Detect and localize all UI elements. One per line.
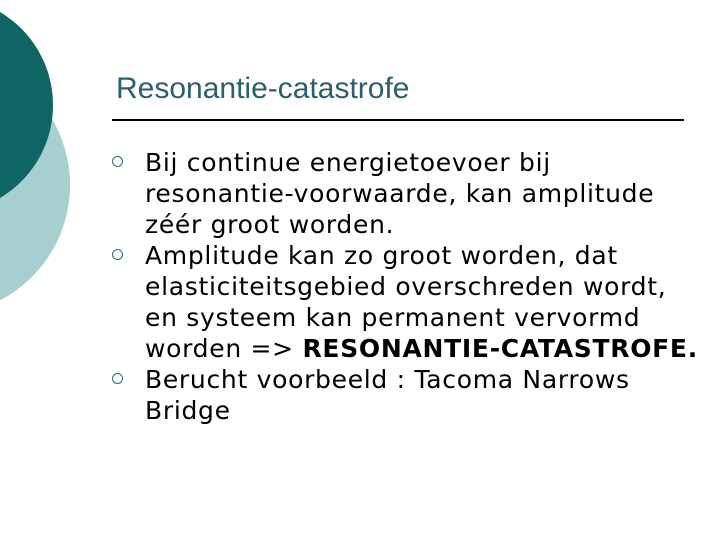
hollow-circle-bullet-icon: [112, 249, 123, 260]
decorative-circles: [0, 0, 80, 300]
hollow-circle-bullet-icon: [112, 373, 123, 384]
bullet-text-2: Amplitude kan zo groot worden, dat elasticiteitsgebied overschreden wordt, en systeem kan permanent vervormd worden =>: [145, 241, 667, 363]
bullet-item-2: [112, 240, 702, 364]
bullet-emphasis-2: RESONANTIE-CATASTROFE.: [302, 334, 698, 363]
bullet-text-1: Bij continue energietoevoer bij resonantie-voorwaarde, kan amplitude zéér groot worden.: [145, 148, 655, 239]
bullet-list: [112, 147, 702, 426]
bullet-item-1: [112, 147, 702, 240]
hollow-circle-bullet-icon: [112, 156, 123, 167]
bullet-item-3: [112, 364, 702, 426]
bullet-text-3: Berucht voorbeeld : Tacoma Narrows Bridge: [145, 365, 630, 425]
slide-title: Resonantie-catastrofe: [116, 72, 410, 105]
title-underline: [112, 119, 684, 121]
